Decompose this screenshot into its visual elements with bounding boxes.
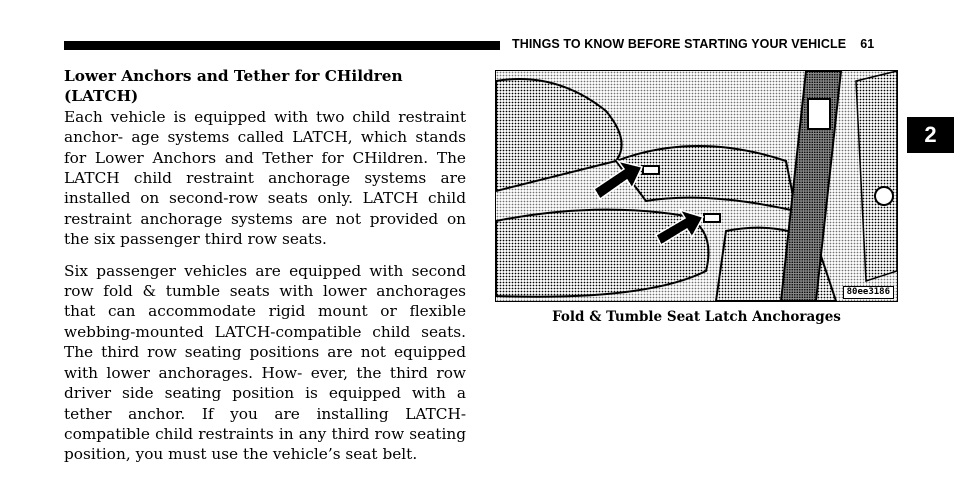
figure-code: 80ee3186	[843, 286, 894, 299]
paragraph-2: Six passenger vehicles are equipped with second row fold & tumble seats with lower anchorages that can accommodate rigid mount or flexible webbing-mounted LATCH-compatible child seats. The third row seating positions are not equipped with lower anchorages. How- ever, the third row driver side seating position is equipped with a tether anchor. If you are installing LATCH-compatible child restraints in any third row seating position, you must use the vehicle’s seat belt.	[64, 261, 466, 464]
running-header	[512, 37, 874, 51]
header-rule	[64, 41, 500, 50]
lower-anchorage-1	[643, 166, 659, 174]
lower-anchorage-2	[704, 214, 720, 222]
chapter-tab: 2	[907, 117, 954, 153]
seat-anchorage-illustration	[495, 70, 898, 302]
seat-belt-buckle	[808, 99, 830, 129]
tether-anchor	[875, 187, 893, 205]
figure-caption: Fold & Tumble Seat Latch Anchorages	[552, 309, 841, 325]
main-text-column	[64, 66, 466, 465]
section-heading: Lower Anchors and Tether for CHildren (LATCH)	[64, 67, 403, 106]
seat-illustration-svg	[496, 71, 897, 301]
header-title: THINGS TO KNOW BEFORE STARTING YOUR VEHICLE	[512, 37, 847, 51]
page-number: 61	[860, 37, 875, 51]
paragraph-1: Each vehicle is equipped with two child restraint anchor- age systems called LATCH, which stands for Lower Anchors and Tether for CHildren. The LATCH child restraint anchorage systems are installed on second-row seats only. LATCH child restraint anchorage systems are not provided on the six passenger third row seats.	[64, 107, 466, 249]
